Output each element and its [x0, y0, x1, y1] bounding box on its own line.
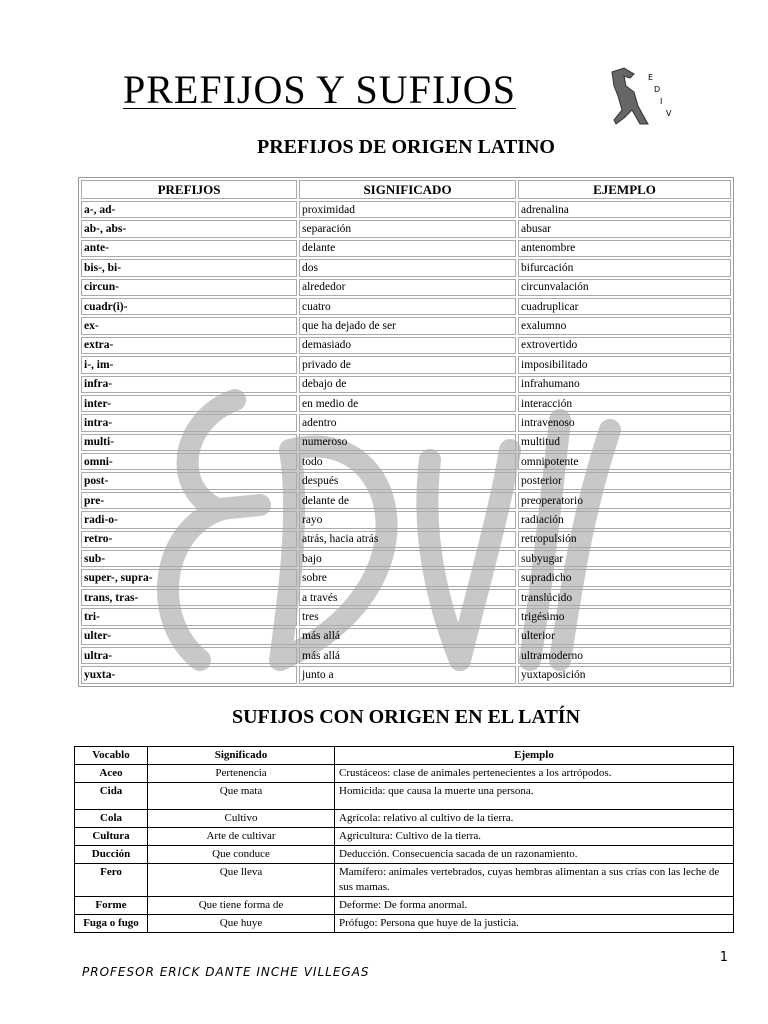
column-header: Ejemplo [335, 747, 734, 765]
prefix-cell: ex- [81, 317, 297, 334]
table-row [81, 376, 731, 393]
ejemplo-cell: Prófugo: Persona que huye de la justicia. [335, 915, 734, 933]
column-header: Significado [148, 747, 335, 765]
example-cell: infrahumano [518, 376, 731, 393]
table-row [81, 550, 731, 567]
example-cell: supradicho [518, 569, 731, 586]
prefix-cell: ab-, abs- [81, 220, 297, 237]
prefix-cell: sub- [81, 550, 297, 567]
prefix-cell: trans, tras- [81, 589, 297, 606]
logo-letter-e: E [648, 73, 654, 82]
prefix-cell: multi- [81, 434, 297, 451]
table-row [81, 337, 731, 354]
example-cell: ultramoderno [518, 647, 731, 664]
example-cell: bifurcación [518, 259, 731, 276]
page-title: PREFIJOS Y SUFIJOS [123, 67, 516, 112]
prefix-cell: ulter- [81, 628, 297, 645]
meaning-cell: tres [299, 608, 516, 625]
meaning-cell: cuatro [299, 298, 516, 315]
significado-cell: Que mata [148, 783, 335, 810]
table-row [81, 279, 731, 296]
prefix-cell: radi-o- [81, 511, 297, 528]
example-cell: imposibilitado [518, 356, 731, 373]
example-cell: circunvalación [518, 279, 731, 296]
prefix-cell: circun- [81, 279, 297, 296]
meaning-cell: rayo [299, 511, 516, 528]
example-cell: retropulsión [518, 531, 731, 548]
meaning-cell: delante de [299, 492, 516, 509]
prefix-cell: intra- [81, 414, 297, 431]
prefix-cell: infra- [81, 376, 297, 393]
example-cell: translúcido [518, 589, 731, 606]
meaning-cell: en medio de [299, 395, 516, 412]
vocablo-cell: Cultura [75, 828, 148, 846]
prefix-cell: post- [81, 472, 297, 489]
table-row [81, 317, 731, 334]
table-row [81, 589, 731, 606]
table-row [75, 828, 734, 846]
prefix-cell: retro- [81, 531, 297, 548]
prefijos-heading: PREFIJOS DE ORIGEN LATINO [256, 136, 555, 158]
table-row [81, 298, 731, 315]
vocablo-cell: Fuga o fugo [75, 915, 148, 933]
table-row [75, 783, 734, 810]
meaning-cell: debajo de [299, 376, 516, 393]
meaning-cell: alrededor [299, 279, 516, 296]
meaning-cell: a través [299, 589, 516, 606]
prefix-cell: yuxta- [81, 666, 297, 683]
example-cell: exalumno [518, 317, 731, 334]
prefix-cell: pre- [81, 492, 297, 509]
table-row [75, 864, 734, 897]
prefix-cell: bis-, bi- [81, 259, 297, 276]
table-row [81, 628, 731, 645]
example-cell: preoperatorio [518, 492, 731, 509]
example-cell: adrenalina [518, 201, 731, 218]
meaning-cell: separación [299, 220, 516, 237]
meaning-cell: atrás, hacia atrás [299, 531, 516, 548]
meaning-cell: después [299, 472, 516, 489]
meaning-cell: junto a [299, 666, 516, 683]
significado-cell: Pertenencia [148, 765, 335, 783]
prefix-cell: ultra- [81, 647, 297, 664]
column-header: SIGNIFICADO [299, 180, 516, 199]
example-cell: posterior [518, 472, 731, 489]
prefix-cell: i-, im- [81, 356, 297, 373]
vocablo-cell: Aceo [75, 765, 148, 783]
example-cell: cuadruplicar [518, 298, 731, 315]
table-header-row [81, 180, 731, 199]
table-row [81, 220, 731, 237]
column-header: EJEMPLO [518, 180, 731, 199]
column-header: Vocablo [75, 747, 148, 765]
meaning-cell: todo [299, 453, 516, 470]
vocablo-cell: Ducción [75, 846, 148, 864]
prefix-cell: super-, supra- [81, 569, 297, 586]
table-row [81, 240, 731, 257]
column-header: PREFIJOS [81, 180, 297, 199]
example-cell: antenombre [518, 240, 731, 257]
table-row [81, 259, 731, 276]
example-cell: multitud [518, 434, 731, 451]
prefix-cell: omni- [81, 453, 297, 470]
prefix-cell: cuadr(i)- [81, 298, 297, 315]
meaning-cell: delante [299, 240, 516, 257]
vocablo-cell: Fero [75, 864, 148, 897]
meaning-cell: numeroso [299, 434, 516, 451]
significado-cell: Arte de cultivar [148, 828, 335, 846]
meaning-cell: más allá [299, 647, 516, 664]
prefix-cell: a-, ad- [81, 201, 297, 218]
meaning-cell: bajo [299, 550, 516, 567]
example-cell: omnipotente [518, 453, 731, 470]
ejemplo-cell: Agricultura: Cultivo de la tierra. [335, 828, 734, 846]
table-header-row [75, 747, 734, 765]
logo-letter-v: V [666, 109, 672, 118]
ejemplo-cell: Agrícola: relativo al cultivo de la tierra. [335, 810, 734, 828]
example-cell: radiación [518, 511, 731, 528]
table-row [81, 569, 731, 586]
prefix-cell: ante- [81, 240, 297, 257]
table-row [81, 395, 731, 412]
ejemplo-cell: Deducción. Consecuencia sacada de un razonamiento. [335, 846, 734, 864]
meaning-cell: adentro [299, 414, 516, 431]
table-row [81, 472, 731, 489]
example-cell: intravenoso [518, 414, 731, 431]
prefix-cell: inter- [81, 395, 297, 412]
example-cell: subyugar [518, 550, 731, 567]
table-row [75, 810, 734, 828]
table-row [75, 897, 734, 915]
table-row [81, 414, 731, 431]
logo-letter-d: D [654, 85, 661, 94]
significado-cell: Que huye [148, 915, 335, 933]
meaning-cell: sobre [299, 569, 516, 586]
ejemplo-cell: Deforme: De forma anormal. [335, 897, 734, 915]
significado-cell: Que conduce [148, 846, 335, 864]
example-cell: trigésimo [518, 608, 731, 625]
ejemplo-cell: Crustáceos: clase de animales pertenecientes a los artrópodos. [335, 765, 734, 783]
prefix-cell: extra- [81, 337, 297, 354]
example-cell: ulterior [518, 628, 731, 645]
meaning-cell: que ha dejado de ser [299, 317, 516, 334]
table-row [81, 647, 731, 664]
example-cell: interacción [518, 395, 731, 412]
meaning-cell: más allá [299, 628, 516, 645]
table-row [81, 531, 731, 548]
vocablo-cell: Cola [75, 810, 148, 828]
dinosaur-logo [604, 66, 676, 128]
table-row [75, 915, 734, 933]
example-cell: yuxtaposición [518, 666, 731, 683]
significado-cell: Que tiene forma de [148, 897, 335, 915]
significado-cell: Cultivo [148, 810, 335, 828]
example-cell: extrovertido [518, 337, 731, 354]
vocablo-cell: Forme [75, 897, 148, 915]
table-row [81, 511, 731, 528]
significado-cell: Que lleva [148, 864, 335, 897]
table-row [75, 846, 734, 864]
prefijos-table [78, 177, 734, 687]
table-row [81, 201, 731, 218]
table-row [75, 765, 734, 783]
meaning-cell: proximidad [299, 201, 516, 218]
ejemplo-cell: Homicida: que causa la muerte una persona. [335, 783, 734, 810]
table-row [81, 356, 731, 373]
table-row [81, 453, 731, 470]
table-row [81, 608, 731, 625]
table-row [81, 434, 731, 451]
vocablo-cell: Cida [75, 783, 148, 810]
ejemplo-cell: Mamífero: animales vertebrados, cuyas hembras alimentan a sus crías con las leche de sus mamas. [335, 864, 734, 897]
meaning-cell: demasiado [299, 337, 516, 354]
example-cell: abusar [518, 220, 731, 237]
meaning-cell: privado de [299, 356, 516, 373]
sufijos-heading: SUFIJOS CON ORIGEN EN EL LATÍN [231, 706, 581, 728]
prefix-cell: tri- [81, 608, 297, 625]
footer-author: PROFESOR ERICK DANTE INCHE VILLEGAS [82, 965, 370, 979]
table-row [81, 666, 731, 683]
sufijos-table [74, 746, 734, 933]
logo-letter-i: I [660, 97, 663, 106]
table-row [81, 492, 731, 509]
meaning-cell: dos [299, 259, 516, 276]
page-number: 1 [719, 950, 728, 965]
